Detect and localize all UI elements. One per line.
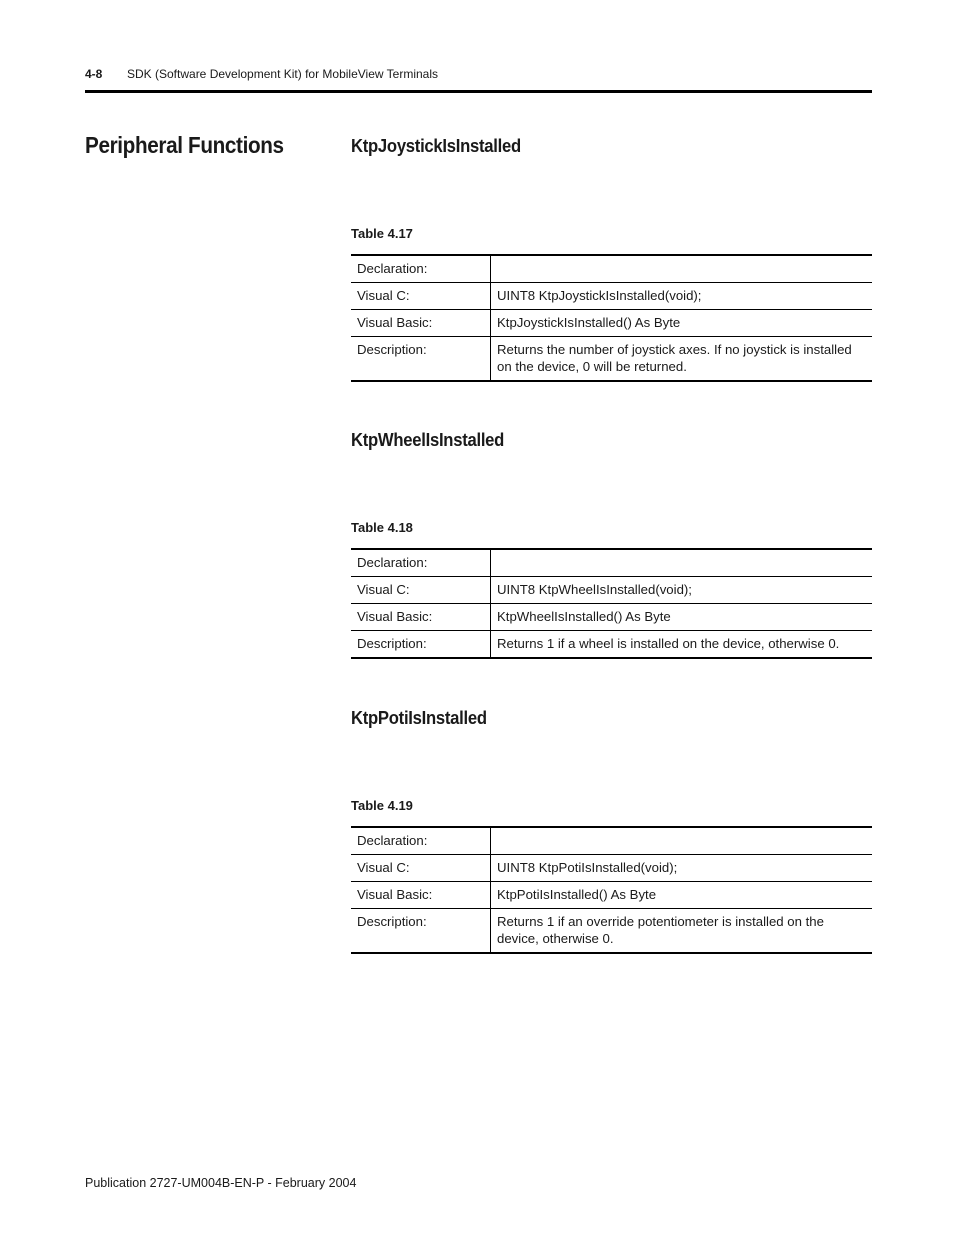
row-key: Description: bbox=[351, 909, 491, 954]
table-row bbox=[351, 604, 872, 631]
table-row bbox=[351, 909, 872, 954]
row-key: Declaration: bbox=[351, 827, 491, 855]
row-value: Returns 1 if an override potentiometer is installed on the device, otherwise 0. bbox=[491, 909, 873, 954]
table-row bbox=[351, 631, 872, 659]
page-footer: Publication 2727-UM004B-EN-P - February 2004 bbox=[85, 1176, 357, 1190]
row-value: Returns 1 if a wheel is installed on the device, otherwise 0. bbox=[491, 631, 873, 659]
row-value: KtpWheelIsInstalled() As Byte bbox=[491, 604, 873, 631]
function-table bbox=[351, 826, 872, 954]
function-title: KtpPotiIsInstalled bbox=[351, 707, 487, 728]
table-row bbox=[351, 827, 872, 855]
function-title: KtpWheelIsInstalled bbox=[351, 429, 505, 450]
section-title: Peripheral Functions bbox=[85, 132, 284, 158]
row-value: KtpPotiIsInstalled() As Byte bbox=[491, 882, 873, 909]
row-value: UINT8 KtpWheelIsInstalled(void); bbox=[491, 577, 873, 604]
row-value bbox=[491, 549, 873, 577]
table-row bbox=[351, 855, 872, 882]
table-label: Table 4.19 bbox=[351, 798, 413, 813]
page-header bbox=[85, 66, 872, 93]
row-value: UINT8 KtpPotiIsInstalled(void); bbox=[491, 855, 873, 882]
table-row bbox=[351, 337, 872, 382]
table-row bbox=[351, 577, 872, 604]
row-key: Visual C: bbox=[351, 283, 491, 310]
table-row bbox=[351, 283, 872, 310]
table-row bbox=[351, 310, 872, 337]
row-key: Declaration: bbox=[351, 255, 491, 283]
row-value bbox=[491, 255, 873, 283]
page-number: 4-8 bbox=[85, 67, 103, 81]
row-value: UINT8 KtpJoystickIsInstalled(void); bbox=[491, 283, 873, 310]
table-row bbox=[351, 255, 872, 283]
table-row bbox=[351, 882, 872, 909]
table-label: Table 4.18 bbox=[351, 520, 413, 535]
row-value bbox=[491, 827, 873, 855]
table-label: Table 4.17 bbox=[351, 226, 413, 241]
row-value: KtpJoystickIsInstalled() As Byte bbox=[491, 310, 873, 337]
row-key: Visual C: bbox=[351, 855, 491, 882]
row-value: Returns the number of joystick axes. If no joystick is installed on the device, 0 will be returned. bbox=[491, 337, 873, 382]
table-row bbox=[351, 549, 872, 577]
function-table bbox=[351, 548, 872, 659]
row-key: Visual Basic: bbox=[351, 310, 491, 337]
row-key: Visual C: bbox=[351, 577, 491, 604]
row-key: Description: bbox=[351, 631, 491, 659]
running-title: SDK (Software Development Kit) for MobileView Terminals bbox=[127, 67, 439, 81]
row-key: Visual Basic: bbox=[351, 604, 491, 631]
function-table bbox=[351, 254, 872, 382]
row-key: Declaration: bbox=[351, 549, 491, 577]
row-key: Description: bbox=[351, 337, 491, 382]
row-key: Visual Basic: bbox=[351, 882, 491, 909]
function-title: KtpJoystickIsInstalled bbox=[351, 135, 521, 156]
